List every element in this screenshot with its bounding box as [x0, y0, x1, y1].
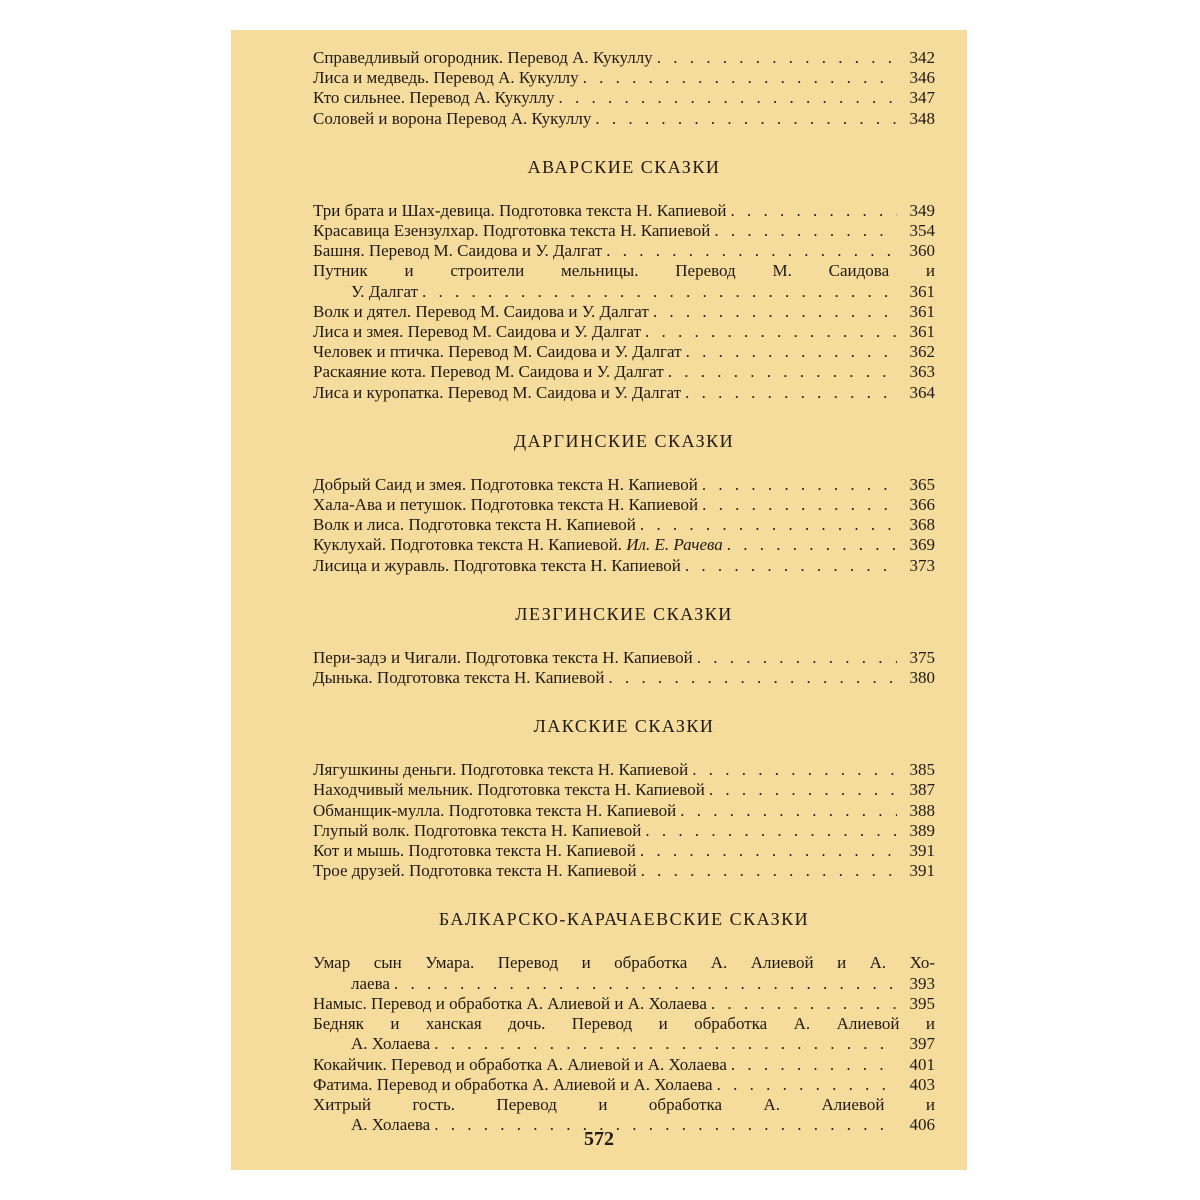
- toc-entry: [313, 383, 935, 403]
- toc-entry: [313, 1055, 935, 1075]
- entry-title-wrap: [313, 109, 591, 129]
- entry-page-number: 348: [909, 108, 935, 128]
- entry-title: Лиса и куропатка. Перевод М. Саидова и У. Далгат: [313, 382, 682, 402]
- dot-leader: [641, 861, 897, 881]
- entry-title: Справедливый огородник. Перевод А. Кукуллу: [313, 48, 653, 67]
- toc-entry: [313, 88, 935, 108]
- entry-title-wrap: [313, 841, 636, 861]
- entry-continuation-line: [313, 1034, 935, 1054]
- entry-page-number: 395: [909, 993, 935, 1013]
- dot-leader: [640, 841, 897, 861]
- entry-title-wrap: [313, 48, 653, 68]
- entry-title: Фатима. Перевод и обработка А. Алиевой и А. Холаева: [313, 1074, 713, 1094]
- dot-leader: [434, 1034, 897, 1054]
- entry-page-number: 365: [909, 474, 935, 494]
- entry-title: Добрый Саид и змея. Подготовка текста Н. Капиевой: [313, 474, 698, 494]
- entry-page-number: 342: [909, 48, 935, 67]
- entry-page-number: 406: [909, 1115, 935, 1135]
- toc-entry: [313, 668, 935, 688]
- entry-page-number: 373: [909, 555, 935, 575]
- page-number: 572: [584, 1128, 614, 1150]
- entry-page-number: 346: [909, 68, 935, 88]
- entry-title: Лиса и змея. Перевод М. Саидова и У. Далгат: [313, 322, 642, 342]
- entry-title-wrap: [313, 302, 649, 322]
- toc-entry: [313, 760, 935, 780]
- toc-entry: [313, 342, 935, 362]
- entry-title: Куклухай. Подготовка текста Н. Капиевой.: [313, 535, 623, 555]
- entry-title-wrap: [313, 88, 554, 108]
- entry-title-wrap: [313, 668, 604, 688]
- toc-entry: [313, 801, 935, 821]
- toc-entry: [313, 48, 935, 68]
- entry-title: Красавица Езензулхар. Подготовка текста Н. Капиевой: [313, 221, 711, 241]
- entry-title: Трое друзей. Подготовка текста Н. Капиевой: [313, 861, 637, 881]
- entry-title: Волк и лиса. Подготовка текста Н. Капиевой: [313, 515, 636, 535]
- dot-leader: [608, 668, 897, 688]
- toc-entry: [313, 1075, 935, 1095]
- entry-title-wrap: [313, 821, 641, 841]
- entry-title-wrap: [313, 780, 705, 800]
- entry-title-wrap: [313, 362, 664, 382]
- entry-page-number: 361: [909, 322, 935, 342]
- entry-title: Находчивый мельник. Подготовка текста Н. Капиевой: [313, 780, 705, 800]
- toc-entry: [313, 475, 935, 495]
- entry-page-number: 361: [909, 281, 935, 301]
- dot-leader: [685, 383, 897, 403]
- entry-page-number: 349: [909, 200, 935, 220]
- entry-title: Кокайчик. Перевод и обработка А. Алиевой и А. Холаева: [313, 1054, 727, 1074]
- dot-leader: [727, 535, 897, 555]
- entry-title: Башня. Перевод М. Саидова и У. Далгат: [313, 241, 603, 261]
- entry-page-number: 363: [909, 362, 935, 382]
- entry-title: Хала-Ава и петушок. Подготовка текста Н. Капиевой: [313, 495, 699, 515]
- entry-page-number: 397: [909, 1034, 935, 1054]
- entry-page-number: 389: [909, 820, 935, 840]
- toc-entry: [313, 109, 935, 129]
- entry-page-number: 387: [909, 780, 935, 800]
- entry-title-wrap: [313, 535, 723, 555]
- toc-entry: [313, 841, 935, 861]
- dot-leader: [558, 88, 897, 108]
- entry-title: Умар сын Умара. Перевод и обработка А. Алиевой и А. Хо-: [313, 953, 935, 973]
- entry-title: Путник и строители мельницы. Перевод М. Саидова и: [313, 261, 935, 281]
- entry-page-number: 369: [909, 535, 935, 555]
- toc-entry: [313, 302, 935, 322]
- entry-title-wrap: [313, 68, 579, 88]
- entry-page-number: 401: [909, 1054, 935, 1074]
- entry-page-number: 360: [909, 241, 935, 261]
- dot-leader: [730, 201, 897, 221]
- entry-title: Соловей и ворона Перевод А. Кукуллу: [313, 108, 592, 128]
- entry-title: Раскаяние кота. Перевод М. Саидова и У. Далгат: [313, 362, 664, 382]
- section-heading: ДАРГИНСКИЕ СКАЗКИ: [513, 430, 735, 451]
- entry-page-number: 368: [909, 515, 935, 535]
- entry-page-number: 361: [909, 301, 935, 321]
- entry-title-wrap: [313, 342, 682, 362]
- entry-title-continuation: лаева: [351, 973, 390, 993]
- toc-entry: [313, 261, 935, 301]
- dot-leader: [711, 994, 897, 1014]
- section-heading: ЛАКСКИЕ СКАЗКИ: [533, 716, 715, 737]
- table-of-contents: [313, 48, 935, 1135]
- entry-page-number: 354: [909, 221, 935, 241]
- toc-entry: [313, 201, 935, 221]
- dot-leader: [697, 648, 897, 668]
- toc-entry: [313, 1014, 935, 1054]
- dot-leader: [645, 821, 897, 841]
- entry-title: Дынька. Подготовка текста Н. Капиевой: [313, 668, 605, 688]
- entry-page-number: 375: [909, 647, 935, 667]
- entry-title: Три брата и Шах-девица. Подготовка текста Н. Капиевой: [313, 200, 727, 220]
- dot-leader: [714, 221, 897, 241]
- toc-entry: [313, 953, 935, 993]
- entry-continuation-line: [313, 974, 935, 994]
- dot-leader: [709, 780, 897, 800]
- dot-leader: [731, 1055, 897, 1075]
- dot-leader: [702, 495, 897, 515]
- entry-title-wrap: [313, 994, 707, 1014]
- section-heading: АВАРСКИЕ СКАЗКИ: [527, 156, 721, 177]
- entry-title-continuation: У. Далгат: [351, 281, 419, 301]
- entry-title: Человек и птичка. Перевод М. Саидова и У. Далгат: [313, 342, 682, 362]
- entry-page-number: 393: [909, 973, 935, 993]
- entry-title-wrap: [313, 383, 681, 403]
- toc-entry: [313, 322, 935, 342]
- dot-leader: [686, 342, 897, 362]
- dot-leader: [653, 302, 897, 322]
- entry-title-wrap: [313, 1055, 727, 1075]
- toc-entry: [313, 821, 935, 841]
- entry-page-number: 385: [909, 760, 935, 780]
- entry-page-number: 362: [909, 342, 935, 362]
- entry-title-wrap: [313, 556, 681, 576]
- entry-title: Хитрый гость. Перевод и обработка А. Алиевой и: [313, 1094, 935, 1114]
- entry-title-wrap: [313, 1075, 713, 1095]
- entry-title: Бедняк и ханская дочь. Перевод и обработка А. Алиевой и: [313, 1014, 935, 1034]
- entry-page-number: 403: [909, 1074, 935, 1094]
- dot-leader: [606, 241, 897, 261]
- entry-title: Глупый волк. Подготовка текста Н. Капиевой: [313, 820, 642, 840]
- entry-page-number: 347: [909, 88, 935, 108]
- dot-leader: [702, 475, 897, 495]
- dot-leader: [583, 68, 897, 88]
- entry-title-wrap: [313, 801, 676, 821]
- entry-title-continuation: А. Холаева: [351, 1115, 431, 1135]
- entry-page-number: 388: [909, 800, 935, 820]
- entry-page-number: 391: [909, 861, 935, 881]
- entry-page-number: 364: [909, 382, 935, 402]
- dot-leader: [640, 515, 897, 535]
- entry-title-wrap: [313, 760, 688, 780]
- dot-leader: [668, 362, 897, 382]
- entry-title-wrap: [313, 241, 602, 261]
- entry-title: Лягушкины деньги. Подготовка текста Н. Капиевой: [313, 760, 689, 780]
- entry-title-wrap: [313, 322, 641, 342]
- entry-title: Кто сильнее. Перевод А. Кукуллу: [313, 88, 555, 108]
- entry-illustrator: Ил. Е. Рачева: [626, 535, 723, 555]
- toc-entry: [313, 780, 935, 800]
- entry-title-wrap: [313, 648, 693, 668]
- toc-entry: [313, 495, 935, 515]
- dot-leader: [692, 760, 897, 780]
- entry-title: Лисица и журавль. Подготовка текста Н. Капиевой: [313, 555, 681, 575]
- dot-leader: [394, 974, 897, 994]
- entry-title: Волк и дятел. Перевод М. Саидова и У. Далгат: [313, 301, 649, 321]
- toc-entry: [313, 221, 935, 241]
- entry-title-wrap: [313, 475, 698, 495]
- entry-title-wrap: [313, 221, 710, 241]
- entry-title: Лиса и медведь. Перевод А. Кукуллу: [313, 68, 579, 88]
- toc-entry: [313, 648, 935, 668]
- dot-leader: [595, 109, 897, 129]
- toc-entry: [313, 994, 935, 1014]
- entry-title-wrap: [313, 201, 726, 221]
- section-heading: ЛЕЗГИНСКИЕ СКАЗКИ: [515, 603, 733, 624]
- entry-title: Намыс. Перевод и обработка А. Алиевой и А. Холаева: [313, 993, 707, 1013]
- entry-page-number: 366: [909, 495, 935, 515]
- toc-entry: [313, 556, 935, 576]
- dot-leader: [645, 322, 897, 342]
- toc-entry: [313, 535, 935, 555]
- toc-entry: [313, 362, 935, 382]
- dot-leader: [717, 1075, 897, 1095]
- entry-title-continuation: А. Холаева: [351, 1034, 431, 1054]
- dot-leader: [657, 48, 897, 68]
- section-heading: БАЛКАРСКО-КАРАЧАЕВСКИЕ СКАЗКИ: [438, 909, 810, 930]
- entry-title-wrap: [313, 861, 637, 881]
- book-page: [231, 30, 967, 1170]
- entry-title-wrap: [313, 515, 636, 535]
- entry-page-number: 391: [909, 841, 935, 861]
- toc-entry: [313, 515, 935, 535]
- dot-leader: [680, 801, 897, 821]
- toc-entry: [313, 241, 935, 261]
- toc-entry: [313, 861, 935, 881]
- entry-continuation-line: [313, 282, 935, 302]
- entry-title: Обманщик-мулла. Подготовка текста Н. Капиевой: [313, 800, 677, 820]
- entry-title-wrap: [313, 495, 698, 515]
- entry-page-number: 380: [909, 668, 935, 688]
- dot-leader: [422, 282, 897, 302]
- entry-title: Кот и мышь. Подготовка текста Н. Капиевой: [313, 841, 636, 861]
- entry-title: Пери-задэ и Чигали. Подготовка текста Н. Капиевой: [313, 647, 693, 667]
- toc-entry: [313, 68, 935, 88]
- dot-leader: [685, 556, 897, 576]
